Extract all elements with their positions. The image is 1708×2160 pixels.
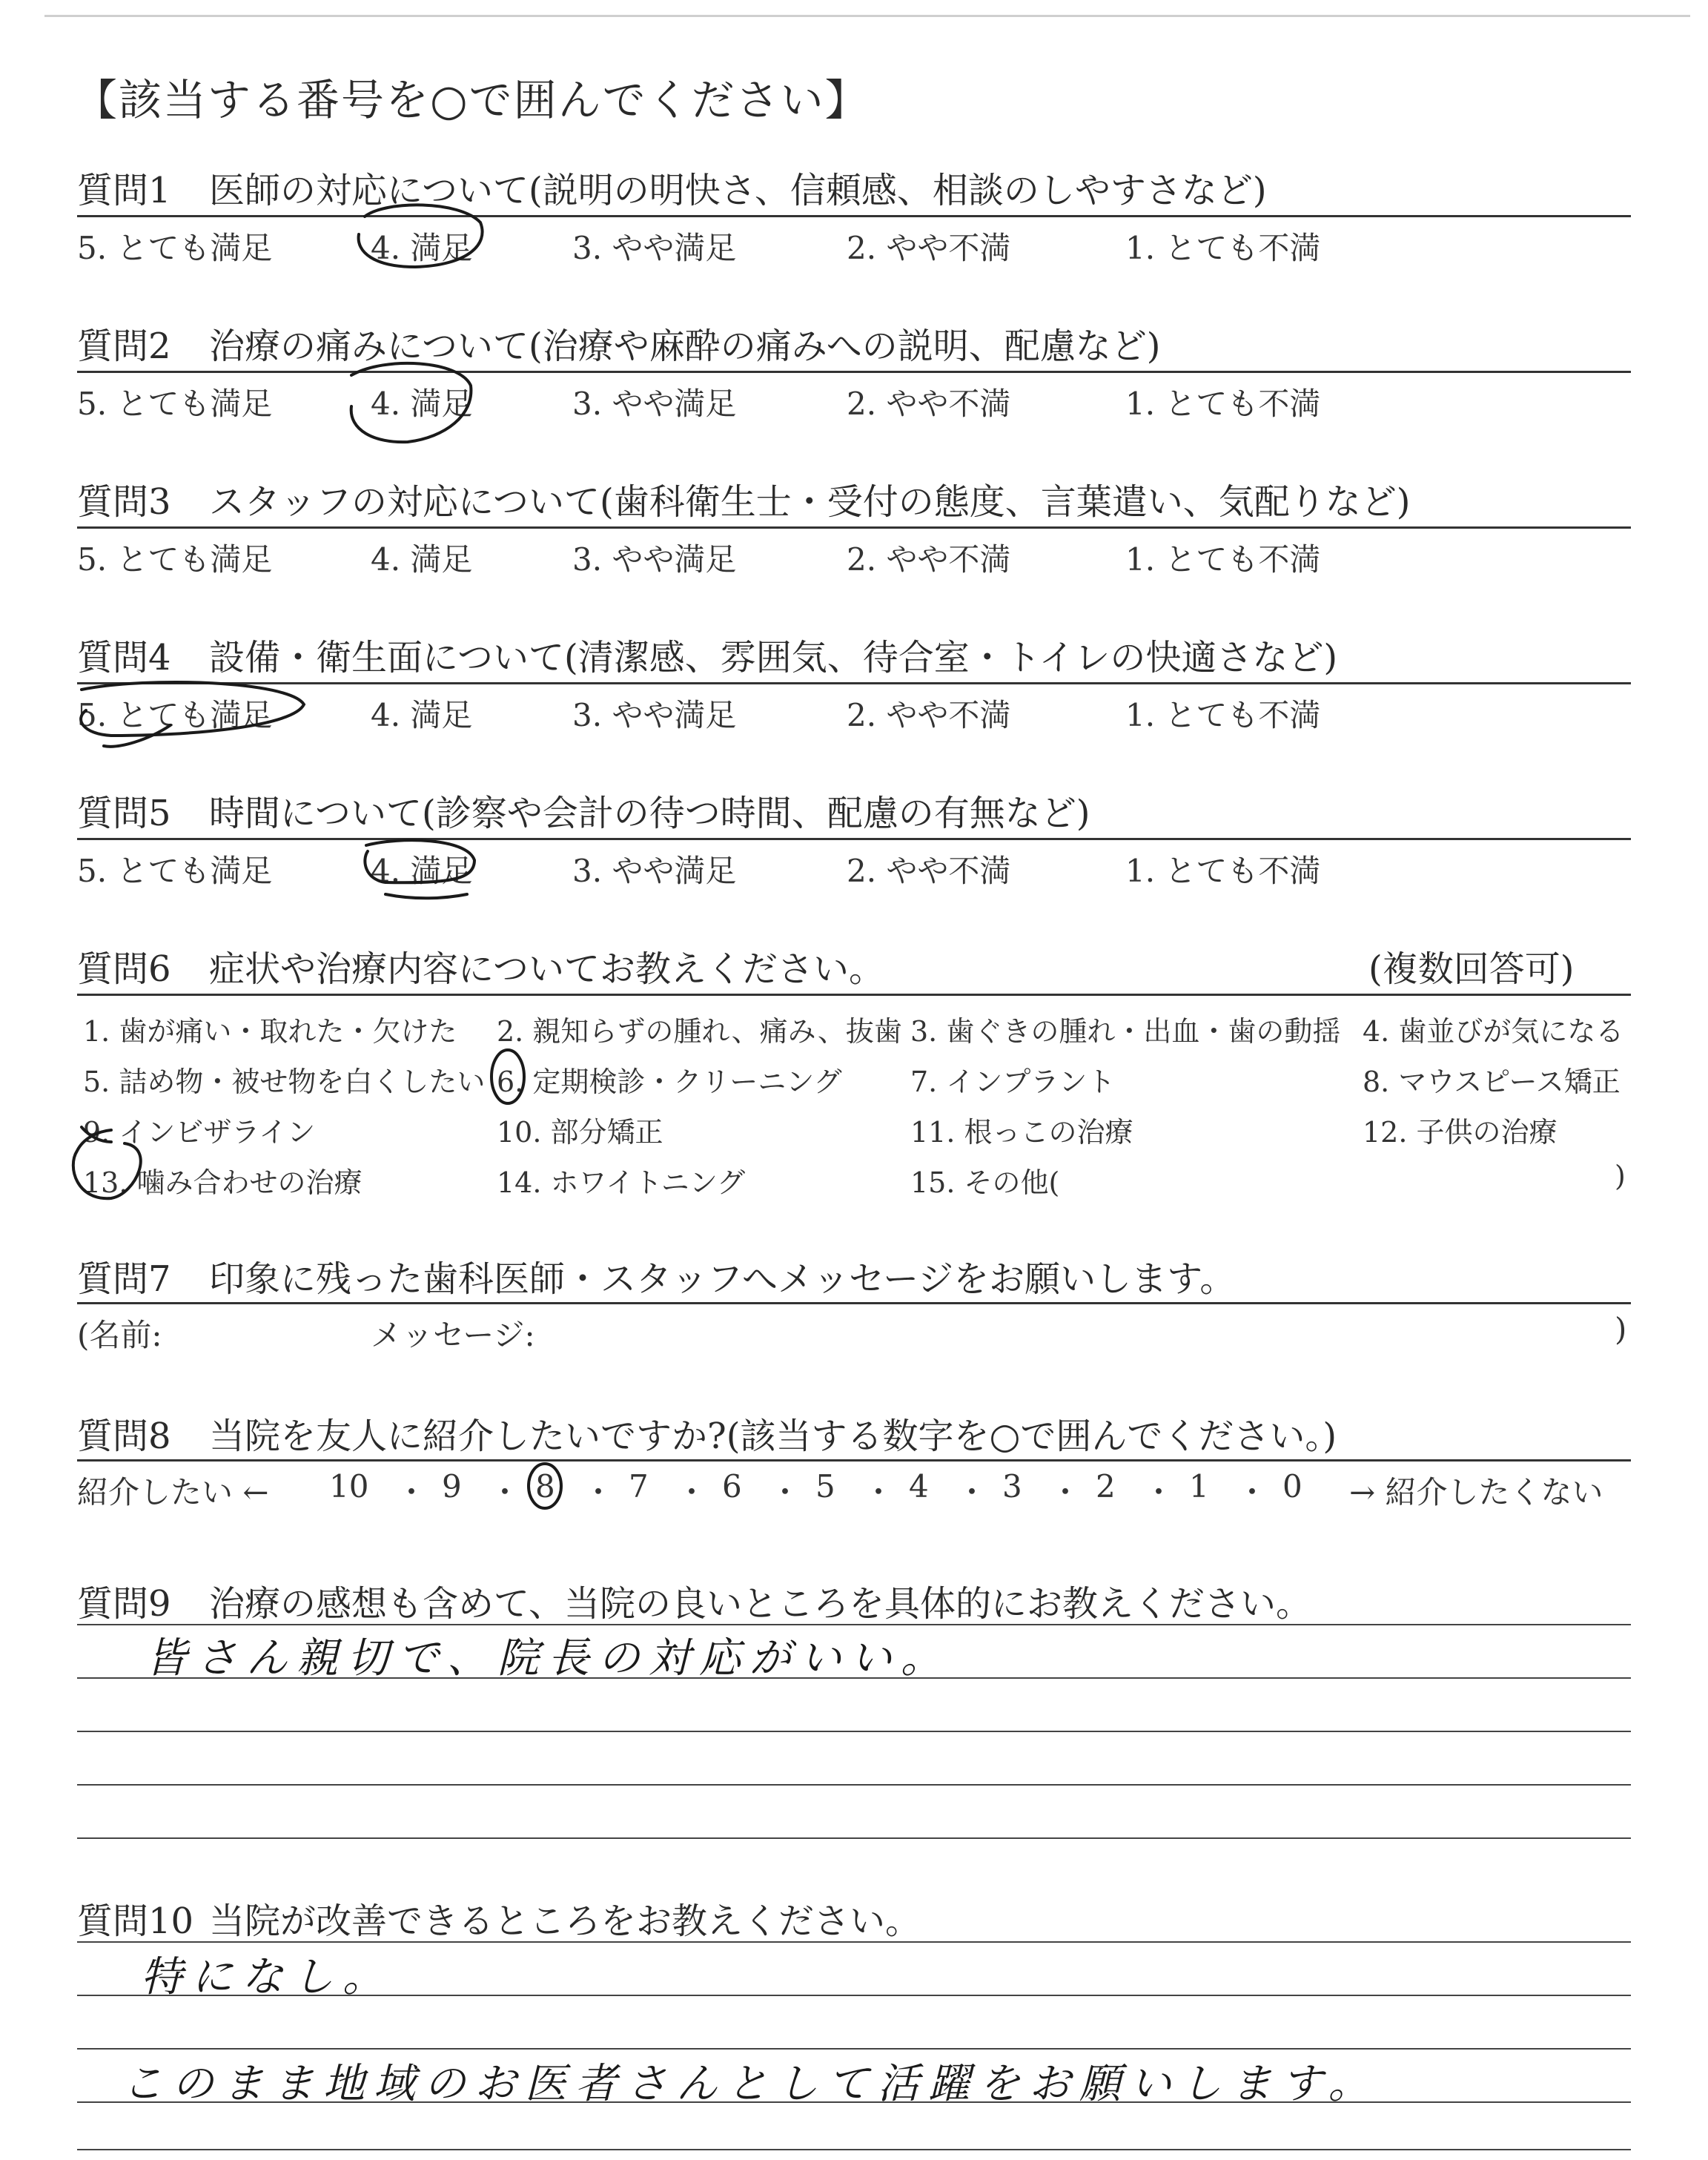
q3-rule: [77, 526, 1631, 529]
q3-option-2[interactable]: 2. やや不満: [847, 541, 1011, 578]
q6-item-5[interactable]: 5. 詰め物・被せ物を白くしたい: [83, 1066, 486, 1098]
q9-line: [77, 1784, 1631, 1786]
q6-item-2[interactable]: 2. 親知らずの腫れ、痛み、抜歯: [497, 1015, 902, 1048]
q2-option-4[interactable]: 4. 満足: [371, 386, 473, 422]
q8-sep: ・: [1143, 1474, 1175, 1510]
q2-text: 治療の痛みについて(治療や麻酔の痛みへの説明、配慮など): [209, 326, 1161, 367]
q8-sep: ・: [1237, 1474, 1268, 1510]
q6-item-7[interactable]: 7. インプラント: [910, 1066, 1116, 1098]
q3-option-5[interactable]: 5. とても満足: [77, 541, 273, 578]
q4-option-4[interactable]: 4. 満足: [371, 697, 473, 733]
q8-score-6[interactable]: 6: [722, 1468, 742, 1505]
q8-sep: ・: [863, 1474, 895, 1510]
q4-option-3[interactable]: 3. やや満足: [572, 697, 737, 733]
q8-sep: ・: [583, 1474, 615, 1510]
q6-text: 症状や治療内容についてお教えください。: [209, 948, 885, 990]
page-title: 【該当する番号を○で囲んでください】: [74, 75, 870, 125]
q9-text: 治療の感想も含めて、当院の良いところを具体的にお教えください。: [209, 1583, 1312, 1625]
q8-sep: ・: [1050, 1474, 1082, 1510]
q10-handwritten-answer-1[interactable]: 特になし。: [141, 1953, 393, 2001]
q6-item-8[interactable]: 8. マウスピース矯正: [1363, 1066, 1621, 1098]
q6-item-11[interactable]: 11. 根っこの治療: [910, 1116, 1133, 1149]
q9-line: [77, 1837, 1631, 1839]
q3-option-4[interactable]: 4. 満足: [371, 541, 473, 578]
q8-score-9[interactable]: 9: [442, 1468, 462, 1505]
q8-score-2[interactable]: 2: [1096, 1468, 1116, 1505]
q7-close: ): [1615, 1311, 1627, 1347]
q9-line: [77, 1731, 1631, 1732]
q3-option-3[interactable]: 3. やや満足: [572, 541, 737, 578]
q9-label: 質問9: [77, 1583, 171, 1625]
q8-score-0[interactable]: 0: [1282, 1468, 1302, 1505]
q8-right-label: → 紹介したくない: [1349, 1474, 1603, 1510]
q1-option-2[interactable]: 2. やや不満: [847, 230, 1011, 266]
q4-option-1[interactable]: 1. とても不満: [1125, 697, 1321, 733]
q10-line: [77, 2048, 1631, 2050]
q8-sep: ・: [489, 1474, 521, 1510]
q6-item-3[interactable]: 3. 歯ぐきの腫れ・出血・歯の動揺: [910, 1015, 1341, 1048]
q8-score-1[interactable]: 1: [1189, 1468, 1209, 1505]
q8-sep: ・: [769, 1474, 801, 1510]
q8-sep: ・: [396, 1474, 428, 1510]
q8-score-8[interactable]: 8: [535, 1468, 555, 1505]
q5-option-1[interactable]: 1. とても不満: [1125, 853, 1321, 889]
q3-label: 質問3: [77, 481, 171, 523]
q7-name-label: (名前:: [77, 1317, 162, 1353]
q1-option-3[interactable]: 3. やや満足: [572, 230, 737, 266]
q5-rule: [77, 838, 1631, 840]
q8-score-7[interactable]: 7: [629, 1468, 649, 1505]
q4-rule: [77, 682, 1631, 684]
q5-option-5[interactable]: 5. とても満足: [77, 853, 273, 889]
q6-item-1[interactable]: 1. 歯が痛い・取れた・欠けた: [83, 1015, 457, 1048]
q8-left-label: 紹介したい ←: [77, 1474, 269, 1510]
q8-text: 当院を友人に紹介したいですか?(該当する数字を○で囲んでください。): [209, 1416, 1337, 1457]
q6-item-4[interactable]: 4. 歯並びが気になる: [1363, 1015, 1624, 1048]
q8-rule: [77, 1459, 1631, 1462]
q7-rule: [77, 1302, 1631, 1304]
q1-option-5[interactable]: 5. とても満足: [77, 230, 273, 266]
q1-rule: [77, 215, 1631, 217]
q6-item-15[interactable]: 15. その他(: [910, 1166, 1060, 1199]
q6-other-close: ): [1615, 1160, 1626, 1192]
q6-rule: [77, 994, 1631, 996]
q1-option-4[interactable]: 4. 満足: [371, 230, 473, 266]
q5-option-4[interactable]: 4. 満足: [371, 853, 473, 889]
q8-label: 質問8: [77, 1416, 171, 1457]
q5-option-3[interactable]: 3. やや満足: [572, 853, 737, 889]
q6-item-12[interactable]: 12. 子供の治療: [1363, 1116, 1558, 1149]
q2-option-3[interactable]: 3. やや満足: [572, 386, 737, 422]
q5-label: 質問5: [77, 793, 171, 834]
q2-option-1[interactable]: 1. とても不満: [1125, 386, 1321, 422]
q9-handwritten-answer[interactable]: 皆さん親切で、院長の対応がいい。: [145, 1634, 951, 1682]
q7-text: 印象に残った歯科医師・スタッフへメッセージをお願いします。: [209, 1258, 1236, 1300]
q8-score-10[interactable]: 10: [329, 1468, 369, 1505]
q10-label: 質問10: [77, 1900, 194, 1942]
q7-label: 質問7: [77, 1258, 171, 1300]
q10-line: [77, 1941, 1631, 1943]
q6-item-14[interactable]: 14. ホワイトニング: [497, 1166, 746, 1199]
q2-option-2[interactable]: 2. やや不満: [847, 386, 1011, 422]
q7-message-label: メッセージ:: [371, 1317, 535, 1353]
q8-sep: ・: [676, 1474, 708, 1510]
q5-text: 時間について(診察や会計の待つ時間、配慮の有無など): [209, 793, 1090, 834]
q10-line: [77, 2149, 1631, 2150]
q8-score-5[interactable]: 5: [815, 1468, 835, 1505]
q1-option-1[interactable]: 1. とても不満: [1125, 230, 1321, 266]
q10-handwritten-answer-2[interactable]: このまま地域のお医者さんとして活躍をお願いします。: [122, 2060, 1379, 2108]
q6-note: (複数回答可): [1368, 948, 1575, 990]
q2-label: 質問2: [77, 326, 171, 367]
top-border: [44, 15, 1690, 17]
q2-option-5[interactable]: 5. とても満足: [77, 386, 273, 422]
q4-option-5[interactable]: 5. とても満足: [77, 697, 273, 733]
q1-text: 医師の対応について(説明の明快さ、信頼感、相談のしやすさなど): [209, 170, 1267, 211]
q3-option-1[interactable]: 1. とても不満: [1125, 541, 1321, 578]
q6-label: 質問6: [77, 948, 171, 990]
q6-item-13[interactable]: 13. 噛み合わせの治療: [83, 1166, 363, 1199]
q1-label: 質問1: [77, 170, 171, 211]
q5-option-2[interactable]: 2. やや不満: [847, 853, 1011, 889]
q5-underline: [385, 894, 467, 898]
q6-item-10[interactable]: 10. 部分矯正: [497, 1116, 663, 1149]
q8-sep: ・: [956, 1474, 988, 1510]
q2-rule: [77, 371, 1631, 373]
q6-item-6[interactable]: 6. 定期検診・クリーニング: [497, 1066, 842, 1098]
q4-text: 設備・衛生面について(清潔感、雰囲気、待合室・トイレの快適さなど): [209, 637, 1338, 678]
q6-item-9[interactable]: 9. インビザライン: [83, 1116, 316, 1149]
q8-score-4[interactable]: 4: [909, 1468, 929, 1505]
q3-text: スタッフの対応について(歯科衛生士・受付の態度、言葉遣い、気配りなど): [209, 481, 1411, 523]
q4-label: 質問4: [77, 637, 171, 678]
q8-score-3[interactable]: 3: [1002, 1468, 1022, 1505]
q10-text: 当院が改善できるところをお教えください。: [209, 1900, 921, 1942]
q4-option-2[interactable]: 2. やや不満: [847, 697, 1011, 733]
